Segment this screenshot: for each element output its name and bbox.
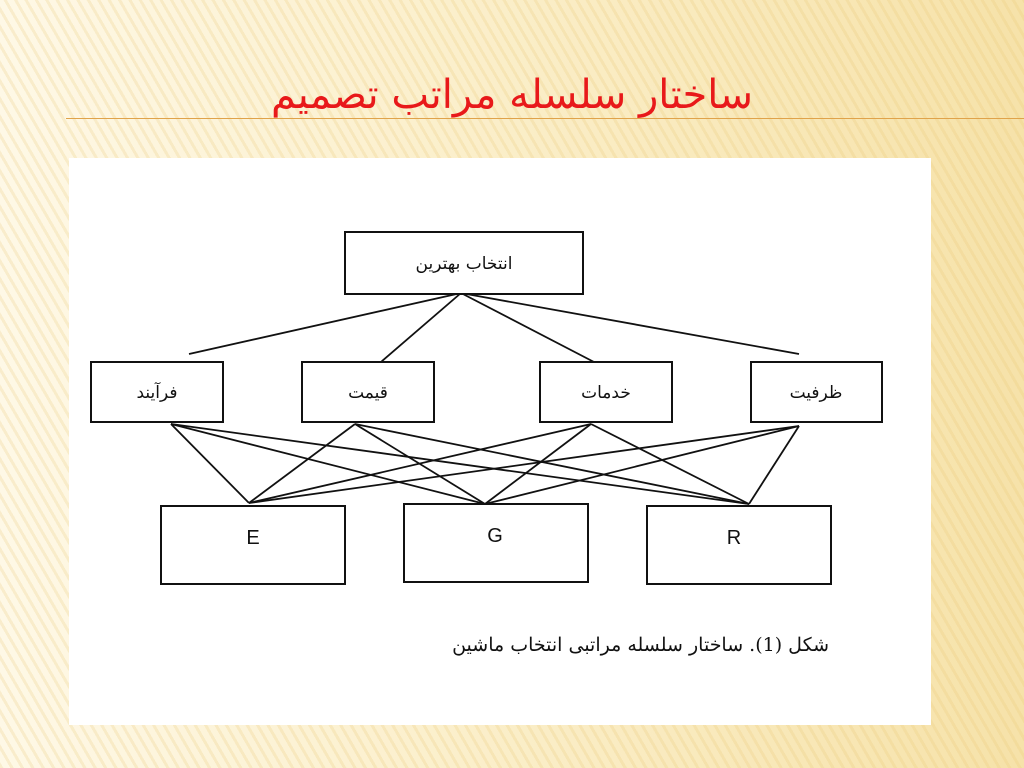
connector-goal-to-criterion-1	[381, 293, 461, 362]
criterion-label-capacity: ظرفیت	[789, 383, 843, 403]
criterion-label-price: قیمت	[348, 383, 388, 403]
criterion-node-services	[540, 362, 672, 422]
connector-criterion-0-to-alternative-2	[171, 424, 749, 504]
alternative-node-e	[161, 506, 345, 584]
slide-title: ساختار سلسله مراتب تصمیم	[271, 72, 753, 118]
alternative-node-g	[404, 504, 588, 582]
goal-node-label: انتخاب بهترین	[415, 254, 513, 274]
connector-goal-to-criterion-0	[189, 293, 461, 354]
criterion-node-capacity	[751, 362, 882, 422]
connector-goal-to-criterion-2	[461, 293, 594, 362]
connector-criterion-0-to-alternative-0	[171, 424, 249, 503]
figure-caption: شکل (1). ساختار سلسله مراتبی انتخاب ماشین	[452, 634, 829, 656]
alternative-label-e: E	[246, 527, 260, 549]
goal-node	[345, 232, 583, 294]
connector-criterion-3-to-alternative-2	[749, 426, 799, 504]
alternative-node-r	[647, 506, 831, 584]
connector-goal-to-criterion-3	[461, 293, 799, 354]
criterion-node-process	[91, 362, 223, 422]
criterion-label-services: خدمات	[581, 383, 631, 403]
title-divider	[66, 118, 1024, 119]
alternative-label-r: R	[726, 527, 742, 549]
alternative-label-g: G	[487, 525, 503, 547]
criterion-label-process: فرآیند	[136, 383, 178, 403]
criterion-node-price	[302, 362, 434, 422]
diagram-connectors	[171, 293, 799, 504]
figure-panel	[69, 158, 931, 725]
